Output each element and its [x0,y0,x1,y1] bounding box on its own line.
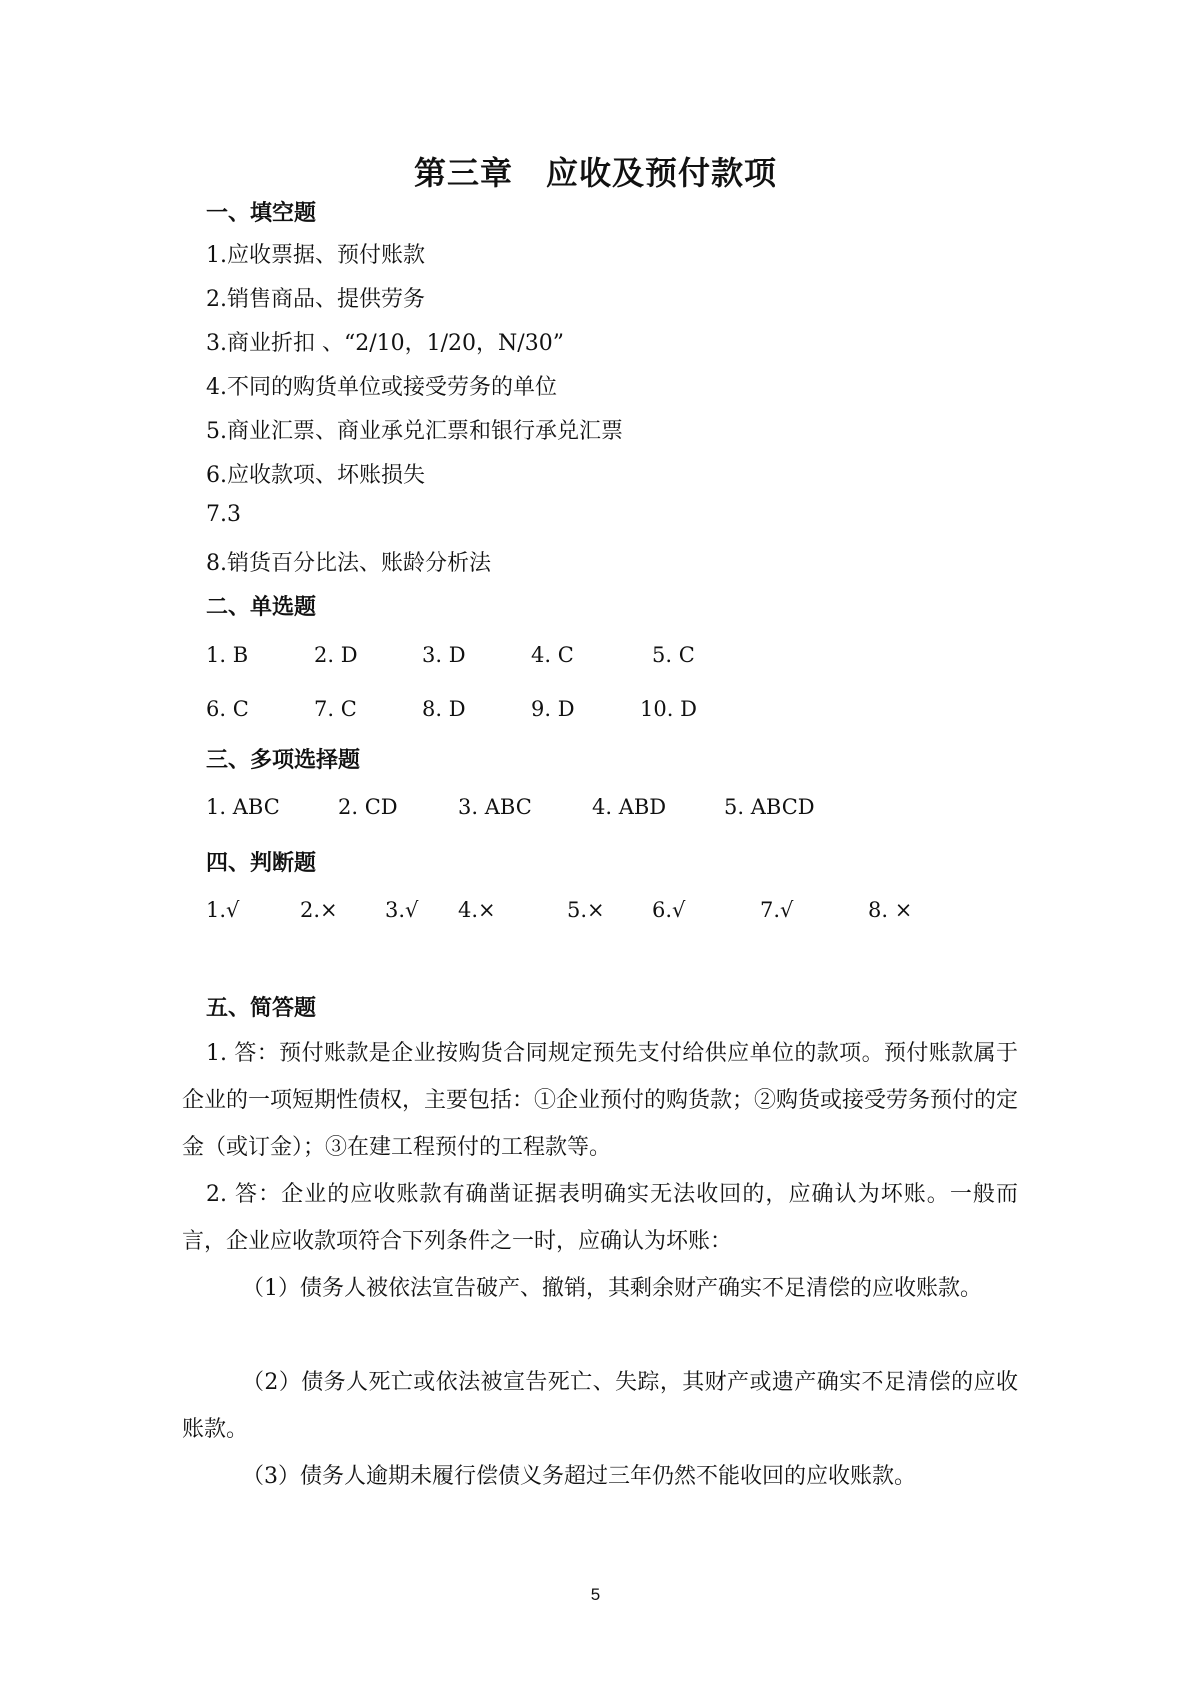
multi-answers-row [0,795,1191,825]
answer: 4.× [458,898,496,922]
answer: 8. × [868,898,913,922]
fill-item-1: 1.应收票据、预付账款 [206,243,425,268]
answer: 7. C [314,697,357,721]
chapter-title: 第三章 应收及预付款项 [413,154,777,192]
answer: 9. D [531,697,575,721]
answer: 3. ABC [458,795,532,819]
fill-item-2: 2.销售商品、提供劳务 [206,287,425,312]
answer: 4. ABD [592,795,667,819]
short-answer-2-item-3: （3）债务人逾期未履行偿债义务超过三年仍然不能收回的应收账款。 [242,1464,916,1489]
answer: 6. C [206,697,249,721]
answer: 3. D [422,643,466,667]
single-answers-row-2 [0,697,1191,727]
section-heading-single: 二、单选题 [206,595,317,620]
answer: 8. D [422,697,466,721]
section-heading-fill: 一、填空题 [206,201,317,226]
answer: 4. C [531,643,574,667]
answer: 5. C [652,643,695,667]
section-heading-multi: 三、多项选择题 [206,748,361,773]
section-heading-short: 五、简答题 [206,996,317,1021]
short-answer-2: 2. 答：企业的应收账款有确凿证据表明确实无法收回的，应确认为坏账。一般而言，企业应收款项符合下列条件之一时，应确认为坏账： [182,1182,1018,1254]
answer: 5.× [567,898,605,922]
answer: 2. D [314,643,358,667]
fill-item-3: 3.商业折扣 、“2/10，1/20，N/30” [206,331,564,356]
fill-item-4: 4.不同的购货单位或接受劳务的单位 [206,375,557,400]
answer: 1. B [206,643,249,667]
answer: 10. D [640,697,697,721]
section-heading-judge: 四、判断题 [206,851,317,876]
answer: 1. ABC [206,795,280,819]
fill-item-7: 7.3 [206,502,241,527]
answer: 6.√ [652,898,686,922]
fill-item-5: 5.商业汇票、商业承兑汇票和银行承兑汇票 [206,419,623,444]
judge-answers-row [0,898,1191,928]
short-answer-1: 1. 答：预付账款是企业按购货合同规定预先支付给供应单位的款项。预付账款属于企业的一项短期性债权，主要包括：①企业预付的购货款；②购货或接受劳务预付的定金（或订金）；③在建工程预付的工程款等。 [182,1041,1019,1160]
single-answers-row-1 [0,643,1191,673]
answer: 1.√ [206,898,240,922]
short-answer-2-item-2: （2）债务人死亡或依法被宣告死亡、失踪，其财产或遗产确实不足清偿的应收账款。 [182,1370,1018,1442]
answer: 2. CD [338,795,398,819]
answer: 2.× [300,898,338,922]
answer: 5. ABCD [724,795,815,819]
answer: 3.√ [385,898,419,922]
short-answer-2-item-1: （1）债务人被依法宣告破产、撤销，其剩余财产确实不足清偿的应收账款。 [242,1276,982,1301]
answer: 7.√ [760,898,794,922]
fill-item-8: 8.销货百分比法、账龄分析法 [206,551,491,576]
page-number: 5 [590,1585,601,1604]
fill-item-6: 6.应收款项、坏账损失 [206,463,425,488]
